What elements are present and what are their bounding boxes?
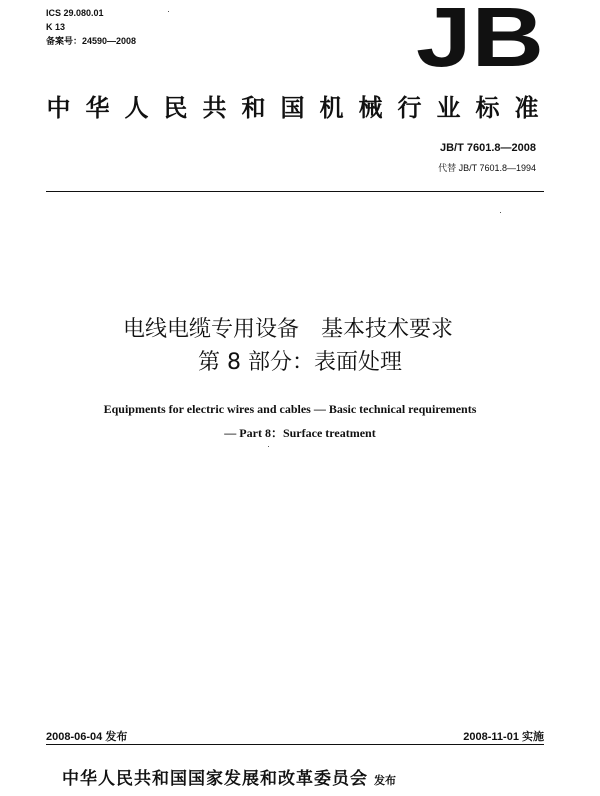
logo-text: JB bbox=[416, 2, 544, 74]
ics-code: ICS 29.080.01 bbox=[46, 8, 104, 18]
scan-speck bbox=[268, 446, 269, 447]
issuer-name: 中华人民共和国国家发展和改革委员会 bbox=[62, 769, 368, 789]
jb-logo-graphic bbox=[412, 2, 548, 74]
issuer-line bbox=[62, 764, 396, 789]
jb-logo bbox=[412, 2, 548, 74]
bottom-divider bbox=[46, 744, 544, 745]
issue-date: 2008-06-04 发布 bbox=[46, 731, 128, 743]
scan-speck bbox=[500, 212, 501, 213]
standard-replaces: 代替 JB/T 7601.8—1994 bbox=[438, 163, 536, 173]
top-divider bbox=[46, 191, 544, 192]
title-cn-line2: 第 8 部分：表面处理 bbox=[198, 350, 402, 375]
scan-speck bbox=[168, 11, 169, 12]
standard-number: JB/T 7601.8—2008 bbox=[439, 142, 536, 154]
title-en-line1: Equipments for electric wires and cables — Basic technical requirements bbox=[103, 402, 477, 416]
title-en-line2: — Part 8：Surface treatment bbox=[224, 426, 376, 440]
classification-code: K 13 bbox=[46, 22, 66, 32]
implementation-date: 2008-11-01 实施 bbox=[463, 731, 544, 743]
title-cn-line1: 电线电缆专用设备 基本技术要求 bbox=[122, 317, 453, 342]
industry-standard-title: 中华人民共和国机械行业标准 bbox=[46, 94, 554, 122]
header-meta bbox=[46, 6, 136, 48]
filing-number: 备案号：24590—2008 bbox=[46, 36, 137, 46]
issuer-action: 发布 bbox=[374, 774, 396, 787]
